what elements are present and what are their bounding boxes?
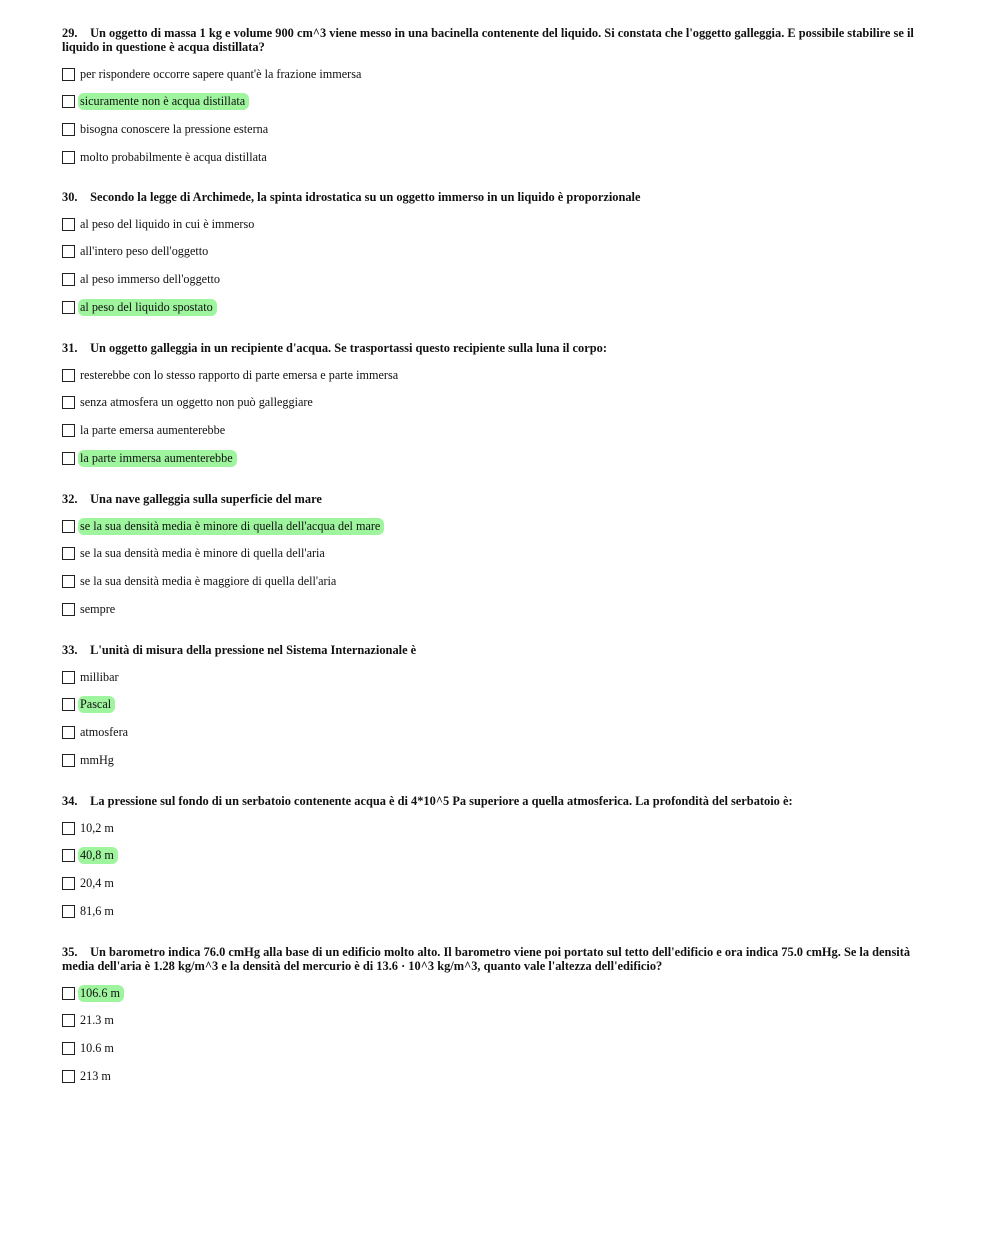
question-body: Una nave galleggia sulla superficie del mare (90, 492, 322, 506)
answer-option[interactable] (62, 148, 938, 166)
answer-label: bisogna conoscere la pressione esterna (80, 121, 269, 136)
question-text (62, 26, 938, 54)
answer-option[interactable] (62, 600, 938, 618)
answer-label: 20,4 m (80, 875, 114, 890)
answer-label: per rispondere occorre sapere quant'è la frazione immersa (80, 66, 362, 81)
answer-option-correct[interactable] (62, 984, 938, 1002)
question-text (62, 341, 938, 355)
answer-option[interactable] (62, 215, 938, 233)
answer-label: molto probabilmente è acqua distillata (80, 149, 267, 164)
answer-label: al peso immerso dell'oggetto (80, 271, 220, 286)
answer-option-correct[interactable] (62, 517, 938, 535)
question-body: La pressione sul fondo di un serbatoio contenente acqua è di 4*10^5 Pa superiore a quella atmosferica. La profondità del serbatoio è: (90, 794, 793, 808)
question-33 (62, 643, 938, 779)
answer-checkbox[interactable] (62, 987, 75, 1000)
answer-label: 10.6 m (80, 1040, 114, 1055)
question-number: 34. (62, 794, 78, 808)
answer-option-correct[interactable] (62, 696, 938, 714)
answer-option[interactable] (62, 366, 938, 384)
answer-label-highlighted: sicuramente non è acqua distillata (78, 93, 249, 110)
question-text (62, 492, 938, 506)
question-35 (62, 945, 938, 1095)
answer-checkbox[interactable] (62, 520, 75, 533)
answer-option[interactable] (62, 394, 938, 412)
question-number: 31. (62, 341, 78, 355)
question-31 (62, 341, 938, 477)
answer-label-highlighted: 40,8 m (78, 847, 118, 864)
answer-checkbox[interactable] (62, 123, 75, 136)
answer-option[interactable] (62, 270, 938, 288)
answer-option-correct[interactable] (62, 847, 938, 865)
question-number: 35. (62, 945, 78, 959)
question-text (62, 643, 938, 657)
answer-checkbox[interactable] (62, 424, 75, 437)
answer-label: millibar (80, 669, 119, 684)
answer-label: senza atmosfera un oggetto non può galleggiare (80, 395, 313, 410)
answer-option[interactable] (62, 120, 938, 138)
answer-option[interactable] (62, 723, 938, 741)
answer-checkbox[interactable] (62, 301, 75, 314)
answer-option[interactable] (62, 874, 938, 892)
question-number: 30. (62, 190, 78, 204)
answer-label: 10,2 m (80, 820, 114, 835)
answer-checkbox[interactable] (62, 273, 75, 286)
answer-label: sempre (80, 601, 116, 616)
answer-option[interactable] (62, 243, 938, 261)
answer-checkbox[interactable] (62, 575, 75, 588)
question-number: 29. (62, 26, 78, 40)
answer-label: 81,6 m (80, 903, 114, 918)
answer-checkbox[interactable] (62, 218, 75, 231)
answer-option[interactable] (62, 65, 938, 83)
answer-checkbox[interactable] (62, 547, 75, 560)
answer-option[interactable] (62, 421, 938, 439)
answer-label: resterebbe con lo stesso rapporto di parte emersa e parte immersa (80, 367, 399, 382)
answer-checkbox[interactable] (62, 1070, 75, 1083)
question-body: Un oggetto di massa 1 kg e volume 900 cm^3 viene messo in una bacinella contenente del liquido. Si constata che l'oggetto galleggia. E possibile stabilire se il liquido in questione è acqua distillata? (62, 26, 914, 54)
answer-option[interactable] (62, 819, 938, 837)
question-34 (62, 794, 938, 930)
answer-label: mmHg (80, 752, 114, 767)
answer-checkbox[interactable] (62, 905, 75, 918)
answer-checkbox[interactable] (62, 95, 75, 108)
answer-label: 21.3 m (80, 1013, 114, 1028)
answer-label: 213 m (80, 1068, 111, 1083)
question-text (62, 945, 938, 973)
answer-checkbox[interactable] (62, 396, 75, 409)
answer-label-highlighted: 106.6 m (78, 985, 124, 1002)
question-30 (62, 190, 938, 326)
answer-option[interactable] (62, 572, 938, 590)
answer-checkbox[interactable] (62, 1014, 75, 1027)
answer-label-highlighted: la parte immersa aumenterebbe (78, 450, 237, 467)
answer-option-correct[interactable] (62, 449, 938, 467)
answer-checkbox[interactable] (62, 877, 75, 890)
question-text (62, 794, 938, 808)
answer-checkbox[interactable] (62, 754, 75, 767)
answer-checkbox[interactable] (62, 151, 75, 164)
question-body: L'unità di misura della pressione nel Sistema Internazionale è (90, 643, 417, 657)
answer-option[interactable] (62, 668, 938, 686)
answer-checkbox[interactable] (62, 671, 75, 684)
answer-label: la parte emersa aumenterebbe (80, 422, 226, 437)
answer-option[interactable] (62, 1067, 938, 1085)
answer-label: se la sua densità media è maggiore di quella dell'aria (80, 573, 337, 588)
answer-checkbox[interactable] (62, 452, 75, 465)
question-32 (62, 492, 938, 628)
answer-label: all'intero peso dell'oggetto (80, 244, 209, 259)
answer-option-correct[interactable] (62, 298, 938, 316)
answer-option-correct[interactable] (62, 93, 938, 111)
answer-checkbox[interactable] (62, 849, 75, 862)
answer-checkbox[interactable] (62, 726, 75, 739)
answer-checkbox[interactable] (62, 603, 75, 616)
answer-label-highlighted: se la sua densità media è minore di quella dell'acqua del mare (78, 518, 384, 535)
question-body: Un barometro indica 76.0 cmHg alla base di un edificio molto alto. Il barometro viene poi portato sul tetto dell'edificio e ora indica 75.0 cmHg. Se la densità media dell'aria è 1.28 kg/m^3 e la densità del mercurio è di 13.6 · 10^3 kg/m^3, quanto vale l'altezza dell'edificio? (62, 945, 911, 973)
answer-option[interactable] (62, 545, 938, 563)
question-body: Secondo la legge di Archimede, la spinta idrostatica su un oggetto immerso in un liquido è proporzionale (90, 190, 641, 204)
answer-label-highlighted: al peso del liquido spostato (78, 299, 217, 316)
answer-label-highlighted: Pascal (78, 696, 115, 713)
question-text (62, 190, 938, 204)
question-body: Un oggetto galleggia in un recipiente d'acqua. Se trasportassi questo recipiente sulla luna il corpo: (90, 341, 607, 355)
answer-label: atmosfera (80, 724, 129, 739)
answer-checkbox[interactable] (62, 369, 75, 382)
answer-label: al peso del liquido in cui è immerso (80, 216, 255, 231)
answer-checkbox[interactable] (62, 68, 75, 81)
answer-option[interactable] (62, 1039, 938, 1057)
answer-checkbox[interactable] (62, 245, 75, 258)
answer-checkbox[interactable] (62, 698, 75, 711)
answer-option[interactable] (62, 751, 938, 769)
answer-option[interactable] (62, 1012, 938, 1030)
answer-checkbox[interactable] (62, 822, 75, 835)
question-29 (62, 26, 938, 176)
answer-option[interactable] (62, 902, 938, 920)
answer-label: se la sua densità media è minore di quella dell'aria (80, 546, 325, 561)
question-number: 33. (62, 643, 78, 657)
question-number: 32. (62, 492, 78, 506)
answer-checkbox[interactable] (62, 1042, 75, 1055)
